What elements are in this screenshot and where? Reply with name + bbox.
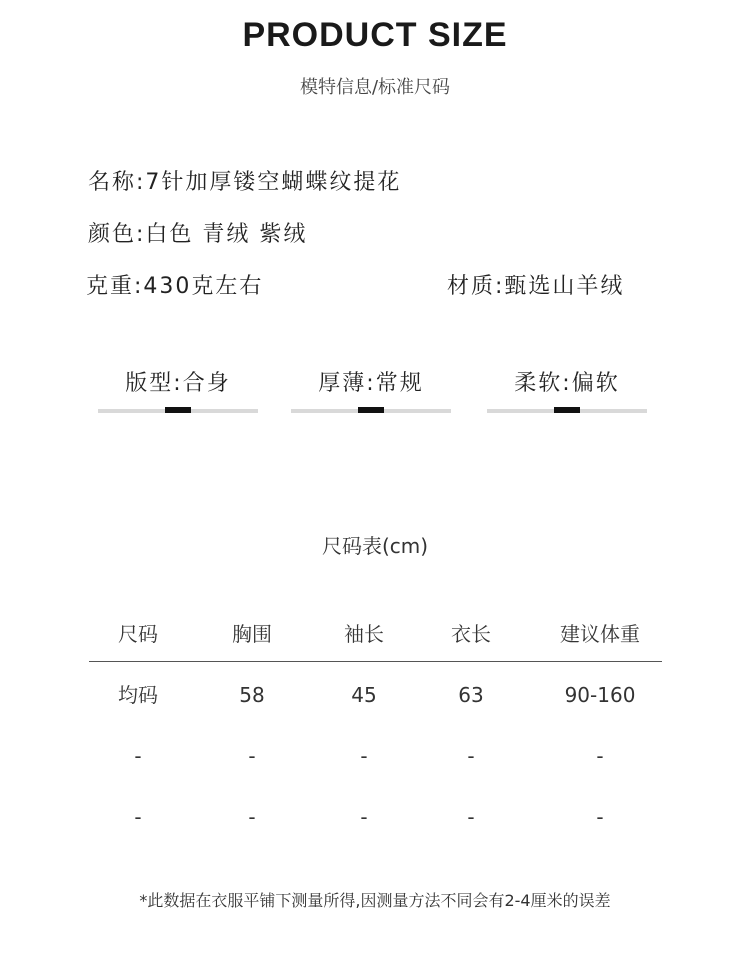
attribute-fit: [98, 366, 258, 416]
table-cell: -: [134, 744, 142, 768]
product-name: 名称:7针加厚镂空蝴蝶纹提花: [88, 170, 402, 195]
product-color: 颜色:白色 青绒 紫绒: [88, 222, 308, 247]
table-cell: 63: [458, 683, 484, 707]
attribute-fit-label: 版型:合身: [125, 371, 231, 396]
size-table: [89, 606, 662, 849]
table-cell: 45: [351, 683, 377, 707]
attribute-softness: [487, 366, 647, 416]
attribute-softness-label: 柔软:偏软: [514, 371, 620, 396]
header-size: 尺码: [118, 622, 158, 646]
table-row: [89, 788, 662, 849]
table-cell: -: [360, 805, 368, 829]
table-row: [89, 727, 662, 788]
header-weight: 建议体重: [560, 622, 640, 646]
header-divider: [89, 661, 662, 662]
table-cell: -: [248, 805, 256, 829]
table-cell: -: [248, 744, 256, 768]
table-cell: 90-160: [564, 683, 636, 707]
header-sleeve: 袖长: [344, 622, 384, 646]
attribute-thickness-label: 厚薄:常规: [318, 371, 424, 396]
attribute-thickness: [291, 366, 451, 416]
measurement-footnote: *此数据在衣服平铺下测量所得,因测量方法不同会有2-4厘米的误差: [139, 891, 611, 910]
size-table-header: [89, 606, 662, 666]
table-cell: 58: [239, 683, 265, 707]
attribute-fit-marker: [165, 407, 191, 413]
page-subtitle: 模特信息/标准尺码: [299, 77, 451, 98]
product-material: 材质:甄选山羊绒: [447, 274, 625, 299]
size-table-caption: 尺码表(cm): [321, 534, 429, 558]
table-cell: -: [596, 744, 604, 768]
product-weight: 克重:430克左右: [86, 274, 264, 299]
header-length: 衣长: [451, 622, 491, 646]
attribute-thickness-marker: [358, 407, 384, 413]
table-cell: -: [360, 744, 368, 768]
table-cell: -: [467, 744, 475, 768]
table-cell: -: [596, 805, 604, 829]
header-chest: 胸围: [232, 622, 272, 646]
attribute-softness-marker: [554, 407, 580, 413]
page-title: PRODUCT SIZE: [242, 16, 508, 54]
table-row: [89, 666, 662, 727]
table-cell: -: [134, 805, 142, 829]
table-cell: -: [467, 805, 475, 829]
table-cell: 均码: [118, 683, 158, 707]
